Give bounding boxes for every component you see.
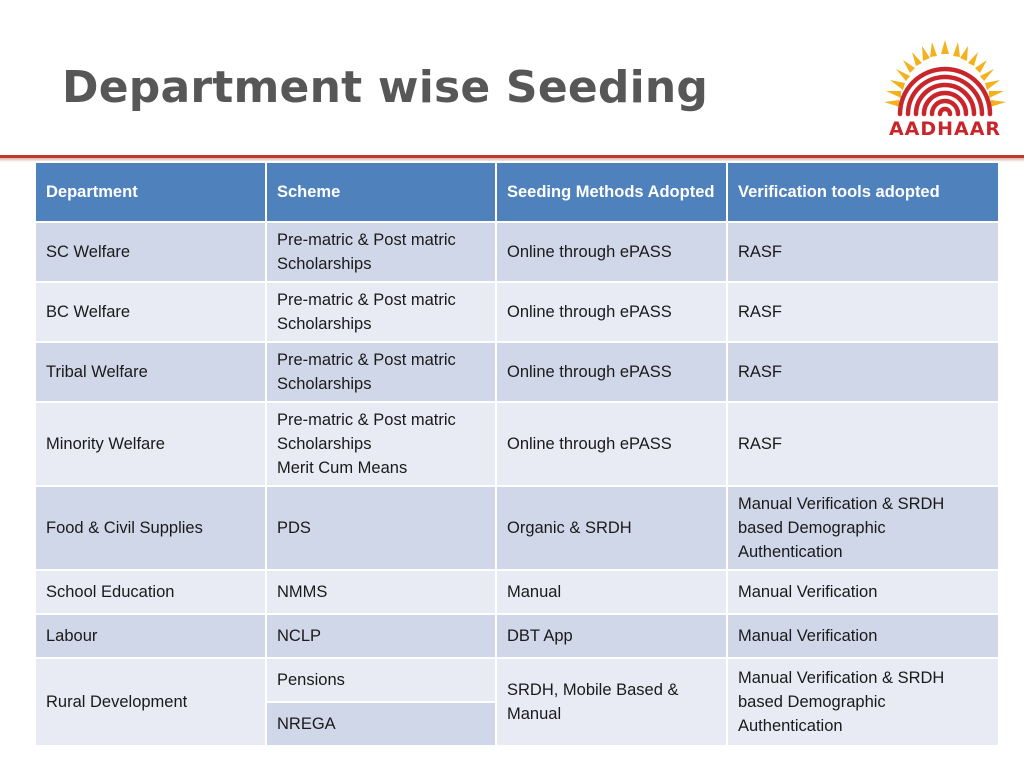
table-row	[35, 222, 999, 282]
cell-method: Online through ePASS	[496, 402, 727, 486]
cell-department: School Education	[35, 570, 266, 614]
cell-scheme: PDS	[266, 486, 496, 570]
header-seeding-methods: Seeding Methods Adopted	[496, 162, 727, 222]
cell-scheme: NMMS	[266, 570, 496, 614]
cell-department: Labour	[35, 614, 266, 658]
cell-department: Rural Development	[35, 658, 266, 746]
aadhaar-logo	[870, 38, 1020, 142]
table-header-row	[35, 162, 999, 222]
table-row	[35, 486, 999, 570]
cell-verification: RASF	[727, 402, 999, 486]
table-row	[35, 342, 999, 402]
header-department: Department	[35, 162, 266, 222]
cell-method: Online through ePASS	[496, 222, 727, 282]
slide-title: Department wise Seeding	[62, 62, 709, 113]
cell-scheme: Pre-matric & Post matric Scholarships	[266, 282, 496, 342]
cell-scheme: Pre-matric & Post matric Scholarships Merit Cum Means	[266, 402, 496, 486]
table-row	[35, 402, 999, 486]
cell-verification: RASF	[727, 222, 999, 282]
cell-method: Manual	[496, 570, 727, 614]
cell-method: SRDH, Mobile Based & Manual	[496, 658, 727, 746]
seeding-table	[34, 161, 1000, 747]
cell-scheme: NCLP	[266, 614, 496, 658]
table-row	[35, 570, 999, 614]
cell-method: Organic & SRDH	[496, 486, 727, 570]
logo-text: AADHAAR	[888, 118, 1002, 140]
cell-department: Tribal Welfare	[35, 342, 266, 402]
cell-method: DBT App	[496, 614, 727, 658]
cell-verification: Manual Verification	[727, 614, 999, 658]
cell-department: BC Welfare	[35, 282, 266, 342]
cell-method: Online through ePASS	[496, 342, 727, 402]
cell-scheme: NREGA	[266, 702, 496, 746]
cell-scheme: Pre-matric & Post matric Scholarships	[266, 342, 496, 402]
table-row	[35, 658, 999, 702]
cell-scheme: Pre-matric & Post matric Scholarships	[266, 222, 496, 282]
table-row	[35, 614, 999, 658]
fingerprint-arcs	[900, 69, 990, 114]
header-verification-tools: Verification tools adopted	[727, 162, 999, 222]
cell-scheme: Pensions	[266, 658, 496, 702]
header-scheme: Scheme	[266, 162, 496, 222]
cell-verification: RASF	[727, 282, 999, 342]
cell-verification: Manual Verification	[727, 570, 999, 614]
cell-department: SC Welfare	[35, 222, 266, 282]
cell-department: Food & Civil Supplies	[35, 486, 266, 570]
table-row	[35, 282, 999, 342]
cell-verification: Manual Verification & SRDH based Demographic Authentication	[727, 658, 999, 746]
cell-method: Online through ePASS	[496, 282, 727, 342]
cell-verification: Manual Verification & SRDH based Demographic Authentication	[727, 486, 999, 570]
cell-department: Minority Welfare	[35, 402, 266, 486]
cell-verification: RASF	[727, 342, 999, 402]
